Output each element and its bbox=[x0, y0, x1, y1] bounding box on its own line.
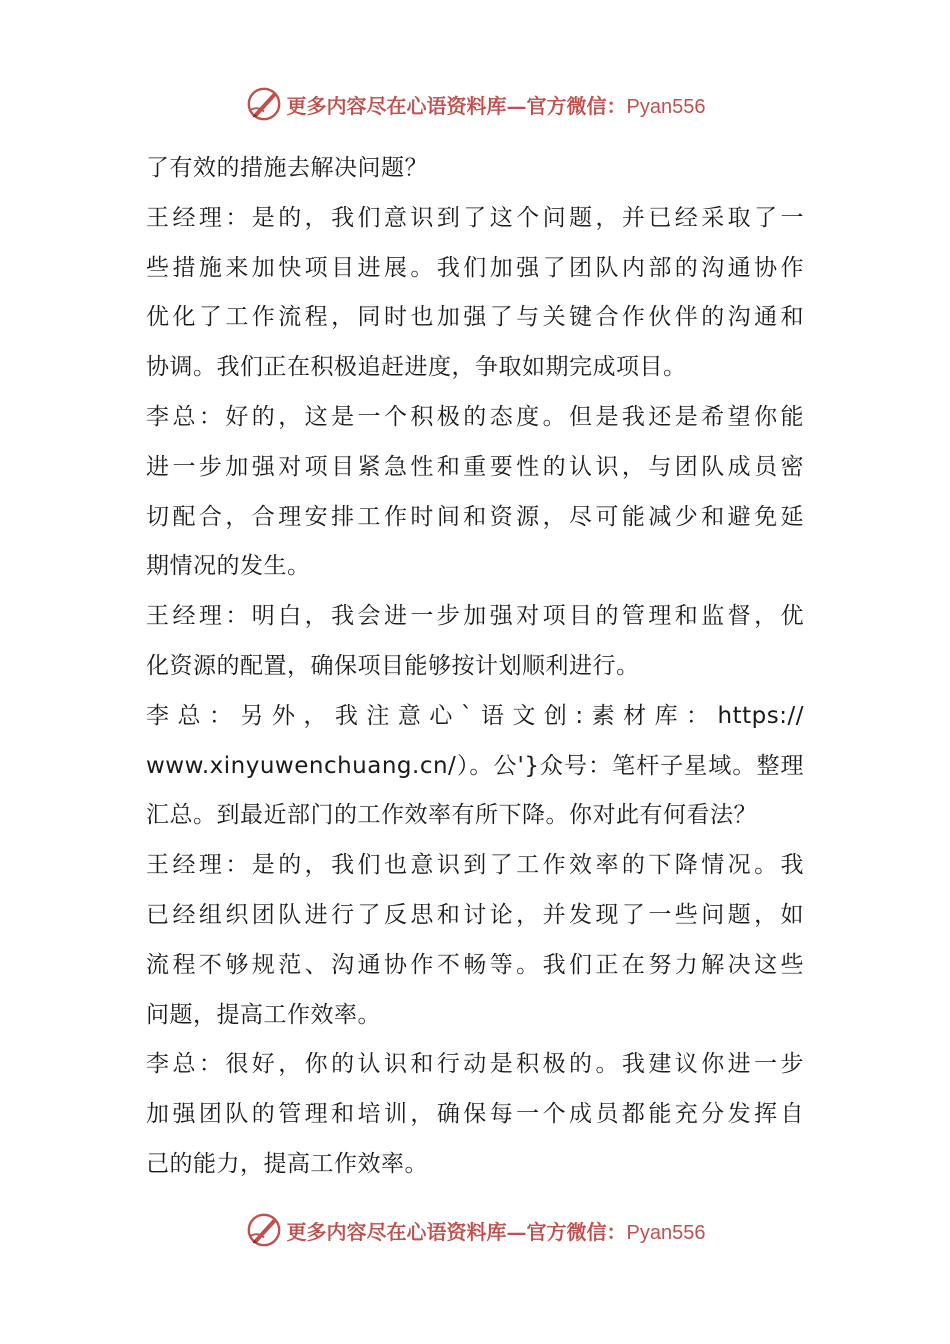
text-line: 汇总。到最近部门的工作效率有所下降。你对此有何看法？ bbox=[146, 802, 757, 829]
text-line: 进一步加强对项目紧急性和重要性的认识，与团队成员密 bbox=[146, 453, 804, 480]
text-line: 已经组织团队进行了反思和讨论，并发现了一些问题，如 bbox=[146, 901, 804, 928]
text-line: 王经理：是的，我们也意识到了工作效率的下降情况。我 bbox=[146, 852, 804, 879]
text-line: 己的能力，提高工作效率。 bbox=[146, 1150, 428, 1177]
text-line: 李总：好的，这是一个积极的态度。但是我还是希望你能 bbox=[146, 403, 804, 430]
text-line: 流程不够规范、沟通协作不畅等。我们正在努力解决这些 bbox=[146, 951, 804, 978]
pen-logo-icon bbox=[245, 85, 283, 123]
pen-logo-icon bbox=[245, 1211, 283, 1249]
header-banner-text: 更多内容尽在心语资料库—官方微信：Pyan556 bbox=[286, 93, 706, 118]
text-line: 些措施来加快项目进展。我们加强了团队内部的沟通协作 bbox=[146, 254, 804, 281]
text-line: 期情况的发生。 bbox=[146, 553, 311, 580]
text-line: 李总：另外，我注意心`语文创:素材库：https:// bbox=[146, 702, 804, 729]
text-line: 王经理：是的，我们意识到了这个问题，并已经采取了一 bbox=[146, 204, 804, 231]
text-line: 李总：很好，你的认识和行动是积极的。我建议你进一步 bbox=[146, 1051, 804, 1078]
header-banner bbox=[0, 82, 950, 126]
text-line: 优化了工作流程，同时也加强了与关键合作伙伴的沟通和 bbox=[146, 304, 804, 331]
text-line: 王经理：明白，我会进一步加强对项目的管理和监督，优 bbox=[146, 603, 804, 630]
text-line: 问题，提高工作效率。 bbox=[146, 1001, 381, 1028]
text-line: 化资源的配置，确保项目能够按计划顺利进行。 bbox=[146, 652, 640, 679]
text-line: 了有效的措施去解决问题？ bbox=[146, 155, 428, 181]
footer-wechat-handle: Pyan556 bbox=[626, 1221, 706, 1244]
footer-banner-text: 更多内容尽在心语资料库—官方微信：Pyan556 bbox=[286, 1219, 706, 1244]
header-wechat-handle: Pyan556 bbox=[626, 95, 706, 118]
text-line: 加强团队的管理和培训，确保每一个成员都能充分发挥自 bbox=[146, 1101, 804, 1128]
text-line: 切配合，合理安排工作时间和资源，尽可能减少和避免延 bbox=[146, 503, 804, 530]
text-line: 协调。我们正在积极追赶进度，争取如期完成项目。 bbox=[146, 354, 687, 381]
footer-banner bbox=[0, 1208, 950, 1252]
document-body bbox=[146, 144, 804, 1190]
text-line: www.xinyuwenchuang.cn/）。公'}众号：笔杆子星域。整理 bbox=[146, 752, 804, 779]
